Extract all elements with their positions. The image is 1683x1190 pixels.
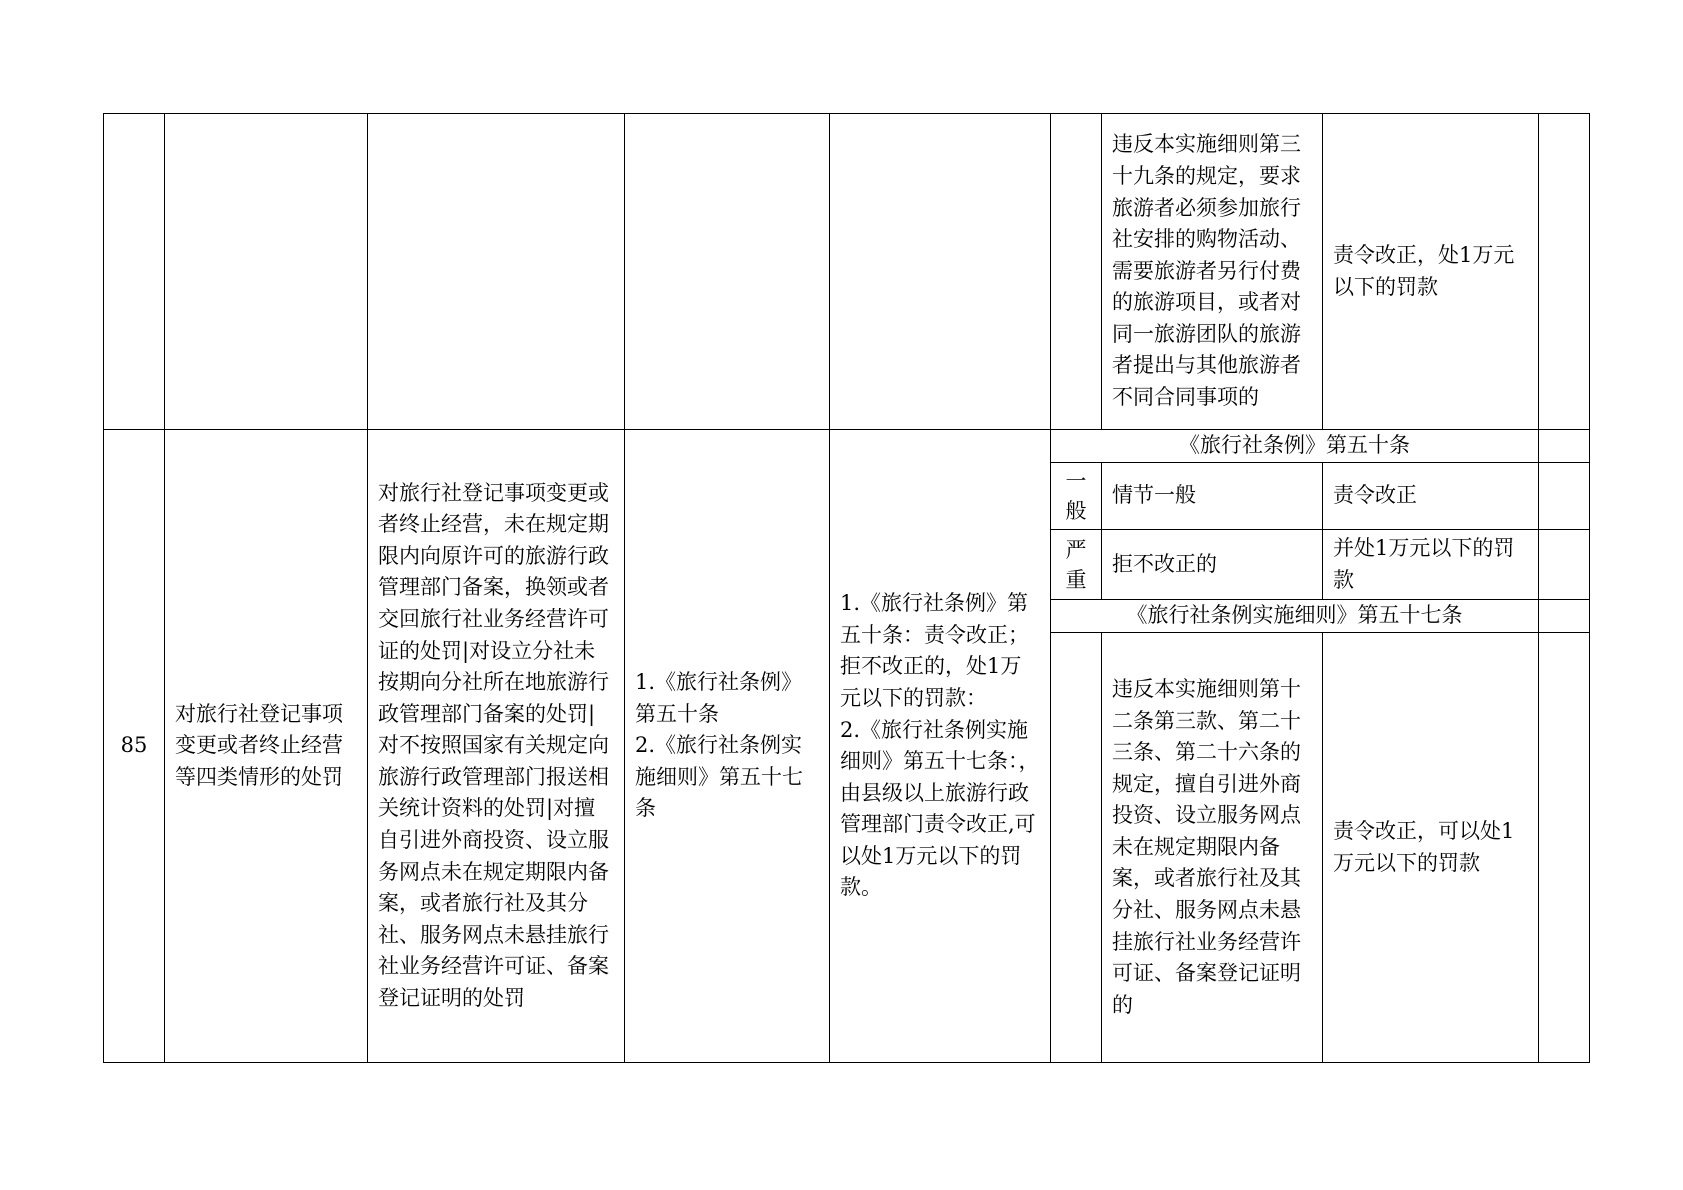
- legal-basis-text: 1.《旅行社条例》第五十条 2.《旅行社条例实施细则》第五十七条: [625, 430, 830, 1063]
- circumstance-cell: 违反本实施细则第十二条第三款、第二十三条、第二十六条的规定，擅自引进外商投资、设立服务网点未在规定期限内备案，或者旅行社及其分社、服务网点未悬挂旅行社业务经营许可证、备案登记证明的: [1102, 633, 1323, 1063]
- sub-items-cell: [368, 114, 625, 430]
- provision-text: 1.《旅行社条例》第五十条：责令改正；拒不改正的，处1万元以下的罚款： 2.《旅行社条例实施细则》第五十七条：，由县级以上旅游行政管理部门责令改正,可以处1万元以下的罚款。: [830, 430, 1051, 1063]
- remarks-cell: [1539, 114, 1590, 430]
- item-number: 85: [104, 430, 165, 1063]
- section-heading: 《旅行社条例》第五十条: [1051, 430, 1539, 463]
- penalty-standards-table: [103, 113, 1590, 1063]
- legal-basis-cell: [625, 114, 830, 430]
- sub-items-text: 对旅行社登记事项变更或者终止经营，未在规定期限内向原许可的旅游行政管理部门备案，换领或者交回旅行社业务经营许可证的处罚|对设立分社未按期向分社所在地旅游行政管理部门备案的处罚|对不按照国家有关规定向旅游行政管理部门报送相关统计资料的处罚|对擅自引进外商投资、设立服务网点未在规定期限内备案，或者旅行社及其分社、服务网点未悬挂旅行社业务经营许可证、备案登记证明的处罚: [368, 430, 625, 1063]
- level-cell: 一般: [1051, 463, 1102, 530]
- circumstance-cell: 拒不改正的: [1102, 530, 1323, 600]
- level-cell: [1051, 114, 1102, 430]
- remarks-cell: [1539, 430, 1590, 463]
- number-cell: [104, 114, 165, 430]
- item-name-cell: [165, 114, 368, 430]
- table-row: [104, 430, 1590, 463]
- circumstance-cell: 违反本实施细则第三十九条的规定，要求旅游者必须参加旅行社安排的购物活动、需要旅游者另行付费的旅游项目，或者对同一旅游团队的旅游者提出与其他旅游者不同合同事项的: [1102, 114, 1323, 430]
- remarks-cell: [1539, 463, 1590, 530]
- provision-text-cell: [830, 114, 1051, 430]
- penalty-cell: 并处1万元以下的罚款: [1323, 530, 1539, 600]
- remarks-cell: [1539, 633, 1590, 1063]
- penalty-cell: 责令改正，处1万元以下的罚款: [1323, 114, 1539, 430]
- circumstance-cell: 情节一般: [1102, 463, 1323, 530]
- level-cell: [1051, 633, 1102, 1063]
- section-heading: 《旅行社条例实施细则》第五十七条: [1051, 600, 1539, 633]
- level-cell: 严重: [1051, 530, 1102, 600]
- item-name: 对旅行社登记事项变更或者终止经营等四类情形的处罚: [165, 430, 368, 1063]
- remarks-cell: [1539, 530, 1590, 600]
- continuation-row: [104, 114, 1590, 430]
- penalty-cell: 责令改正，可以处1万元以下的罚款: [1323, 633, 1539, 1063]
- remarks-cell: [1539, 600, 1590, 633]
- penalty-cell: 责令改正: [1323, 463, 1539, 530]
